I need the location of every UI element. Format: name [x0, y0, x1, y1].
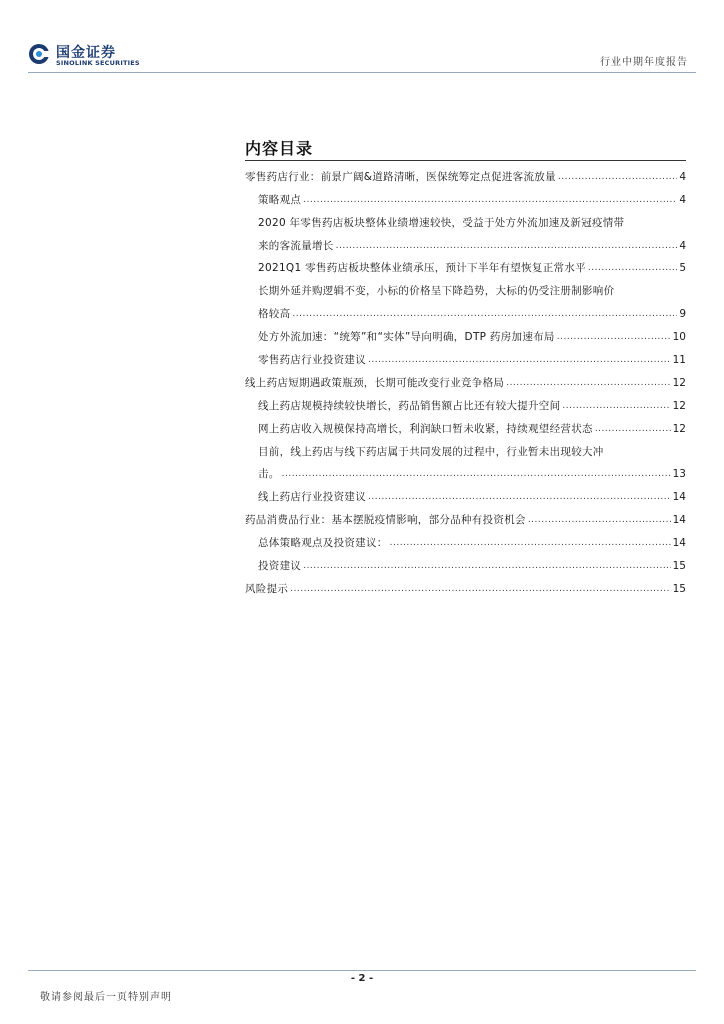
toc-entry-page: 13 — [672, 468, 686, 481]
toc-entry-text: 目前，线上药店与线下药店属于共同发展的过程中，行业暂未出现较大冲 — [258, 445, 604, 458]
toc-entry-risk-warning[interactable] — [245, 576, 686, 599]
toc-leader-dots — [558, 170, 677, 184]
toc-entry-page: 14 — [672, 514, 686, 527]
toc-title-divider — [245, 160, 686, 161]
toc-entry-text: 处方外流加速：“统筹”和“实体”导向明确，DTP 药房加速布局 — [258, 331, 555, 344]
toc-entry-text: 线上药店规模持续较快增长，药品销售额占比还有较大提升空间 — [258, 399, 561, 412]
toc-entry-page: 4 — [679, 170, 686, 183]
toc-entry-page: 14 — [672, 537, 686, 550]
toc-entry-text: 线上药店短期遇政策瓶颈，长期可能改变行业竞争格局 — [245, 376, 505, 389]
toc-leader-dots — [292, 307, 677, 321]
toc-leader-dots — [290, 582, 670, 596]
header-divider — [28, 72, 696, 73]
toc-entry-2020-performance[interactable] — [245, 210, 686, 233]
toc-entry-mna-cont[interactable] — [245, 301, 686, 324]
toc-entry-page: 4 — [679, 193, 686, 206]
toc-entry-2020-performance-cont[interactable] — [245, 233, 686, 256]
toc-entry-text: 投资建议 — [258, 560, 302, 573]
toc-leader-dots — [303, 193, 677, 207]
toc-entry-text: 格较高 — [258, 308, 291, 321]
toc-entry-text: 零售药店行业投资建议 — [258, 354, 366, 367]
toc-entry-online-scale[interactable] — [245, 393, 686, 416]
toc-entry-text: 策略观点 — [258, 193, 302, 206]
company-logo — [28, 42, 148, 68]
toc-entry-page: 12 — [672, 376, 686, 389]
toc-entry-consumer-drugs[interactable] — [245, 507, 686, 530]
toc-entry-2021q1[interactable] — [245, 256, 686, 279]
toc-entry-text: 药品消费品行业：基本摆脱疫情影响，部分品种有投资机会 — [245, 514, 526, 527]
toc-entry-page: 15 — [672, 582, 686, 595]
toc-entry-page: 12 — [672, 399, 686, 412]
toc-entry-mna[interactable] — [245, 278, 686, 301]
toc-entry-page: 5 — [679, 262, 686, 275]
toc-entry-page: 9 — [679, 308, 686, 321]
toc-entry-retail-investment[interactable] — [245, 347, 686, 370]
toc-leader-dots — [528, 513, 671, 527]
toc-leader-dots — [506, 376, 670, 390]
toc-entry-page: 14 — [672, 491, 686, 504]
disclaimer-note: 敬请参阅最后一页特别声明 — [40, 992, 172, 1003]
toc-leader-dots — [282, 467, 671, 481]
toc-entry-page: 15 — [672, 560, 686, 573]
toc-entry-strategy[interactable] — [245, 187, 686, 210]
toc-title: 内容目录 — [245, 139, 314, 158]
toc-entry-page: 12 — [672, 422, 686, 435]
toc-entry-text: 长期外延并购逻辑不变，小标的价格呈下降趋势，大标的仍受注册制影响价 — [258, 285, 615, 298]
toc-entry-text: 风险提示 — [245, 582, 289, 595]
toc-entry-overall-strategy[interactable] — [245, 530, 686, 553]
toc-entry-prescription-outflow[interactable] — [245, 324, 686, 347]
toc-entry-page: 10 — [672, 331, 686, 344]
toc-leader-dots — [368, 353, 671, 367]
page-header — [0, 0, 724, 80]
toc-entry-online-pharmacy[interactable] — [245, 370, 686, 393]
toc-entry-text: 总体策略观点及投资建议： — [258, 537, 388, 550]
toc-entry-online-revenue[interactable] — [245, 416, 686, 439]
toc-leader-dots — [390, 536, 671, 550]
toc-entry-investment-advice[interactable] — [245, 553, 686, 576]
report-type-label: 行业中期年度报告 — [600, 57, 688, 68]
sinolink-logo-icon — [28, 42, 52, 66]
toc-leader-dots — [368, 490, 671, 504]
toc-leader-dots — [562, 399, 670, 413]
toc-entry-online-offline[interactable] — [245, 439, 686, 462]
toc-leader-dots — [336, 239, 678, 253]
toc-entry-text: 来的客流量增长 — [258, 239, 334, 252]
toc-entry-text: 线上药店行业投资建议 — [258, 491, 366, 504]
toc-entry-retail-pharmacy[interactable] — [245, 164, 686, 187]
logo-english-name: SINOLINK SECURITIES — [56, 59, 140, 67]
toc-entry-page: 4 — [679, 239, 686, 252]
toc-entry-online-offline-cont[interactable] — [245, 462, 686, 485]
toc-entry-text: 2020 年零售药店板块整体业绩增速较快，受益于处方外流加速及新冠疫情带 — [258, 216, 625, 229]
toc-entry-text: 网上药店收入规模保持高增长，利润缺口暂未收紧，持续观望经营状态 — [258, 422, 593, 435]
footer-divider — [28, 970, 696, 971]
table-of-contents — [245, 164, 686, 599]
toc-entry-text: 击。 — [258, 468, 280, 481]
toc-entry-online-investment[interactable] — [245, 484, 686, 507]
toc-entry-page: 11 — [672, 354, 686, 367]
toc-leader-dots — [303, 559, 670, 573]
toc-leader-dots — [595, 422, 671, 436]
toc-entry-text: 零售药店行业：前景广阔&道路清晰，医保统筹定点促进客流放量 — [245, 170, 556, 183]
logo-chinese-name: 国金证券 — [56, 45, 116, 61]
toc-leader-dots — [588, 261, 677, 275]
toc-entry-text: 2021Q1 零售药店板块整体业绩承压，预计下半年有望恢复正常水平 — [258, 262, 586, 275]
toc-leader-dots — [557, 330, 671, 344]
page-number: - 2 - — [350, 973, 374, 984]
